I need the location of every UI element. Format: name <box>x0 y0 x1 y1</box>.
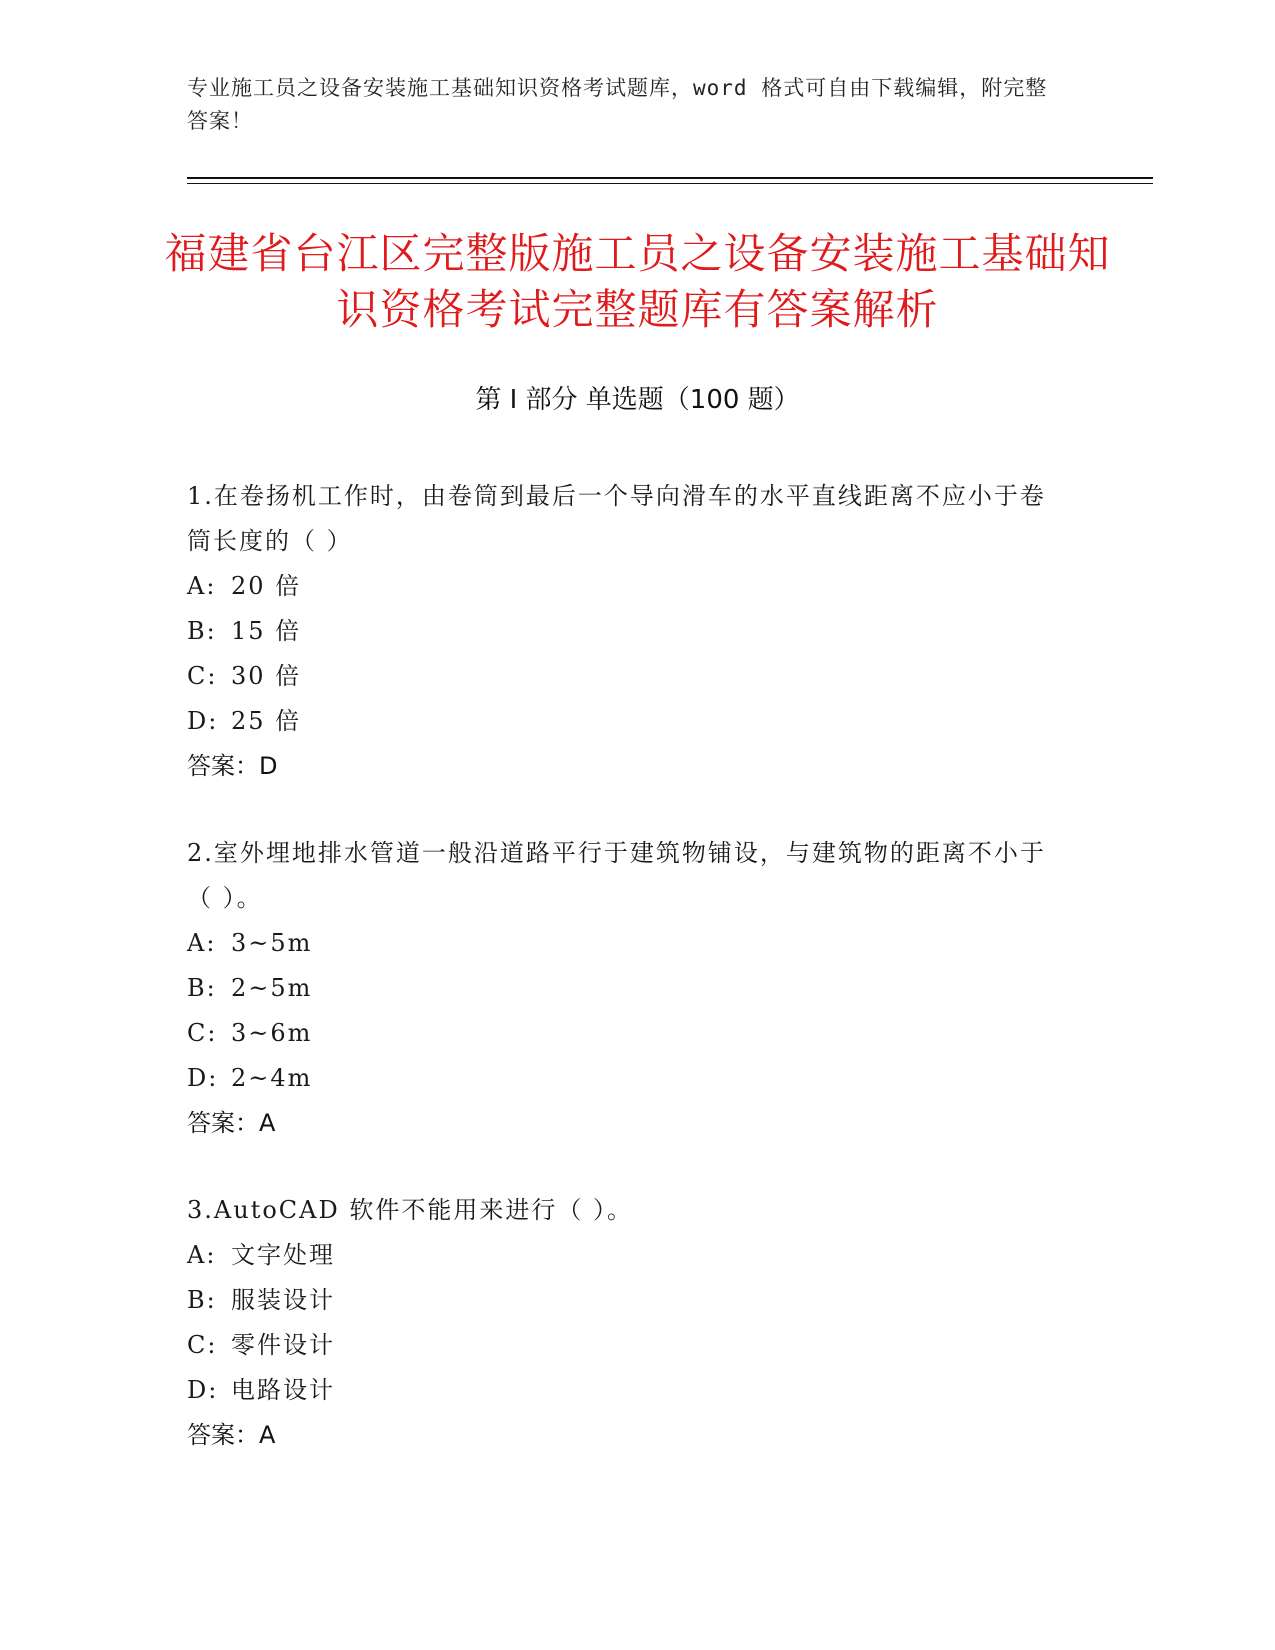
option-b <box>187 609 1067 654</box>
option-letter: B: <box>187 1286 217 1314</box>
option-d <box>187 1056 1067 1101</box>
option-letter: C: <box>187 662 218 690</box>
option-text: 30 倍 <box>231 662 302 690</box>
option-b <box>187 1278 1067 1323</box>
option-text: 3~6m <box>231 1019 313 1047</box>
option-letter: A: <box>187 1241 217 1269</box>
option-a <box>187 564 1067 609</box>
option-text: 服装设计 <box>231 1286 335 1314</box>
option-text: 零件设计 <box>231 1331 335 1359</box>
question-stem: 2.室外埋地排水管道一般沿道路平行于建筑物铺设，与建筑物的距离不小于（ ）。 <box>187 839 1046 912</box>
option-d <box>187 1368 1067 1413</box>
option-text: 2~5m <box>231 974 313 1002</box>
option-text: 电路设计 <box>231 1376 335 1404</box>
option-a <box>187 1233 1067 1278</box>
answer-line: 答案：A <box>187 1109 276 1137</box>
question-stem: 1.在卷扬机工作时，由卷筒到最后一个导向滑车的水平直线距离不应小于卷筒长度的（ ） <box>187 482 1046 555</box>
option-letter: C: <box>187 1331 218 1359</box>
option-letter: A: <box>187 572 217 600</box>
option-letter: D: <box>187 1376 219 1404</box>
option-d <box>187 699 1067 744</box>
question-1 <box>187 474 1067 789</box>
option-letter: D: <box>187 1064 219 1092</box>
option-letter: B: <box>187 974 217 1002</box>
option-c <box>187 1011 1067 1056</box>
option-b <box>187 966 1067 1011</box>
option-a <box>187 921 1067 966</box>
question-2 <box>187 831 1067 1146</box>
option-letter: A: <box>187 929 217 957</box>
header-note: 专业施工员之设备安装施工基础知识资格考试题库，word 格式可自由下载编辑，附完整答案！ <box>187 76 1048 133</box>
option-text: 20 倍 <box>231 572 302 600</box>
header-rule-top <box>187 177 1153 179</box>
header-rule-bottom <box>187 183 1153 184</box>
option-text: 3~5m <box>231 929 313 957</box>
option-letter: D: <box>187 707 219 735</box>
section-heading: 第 I 部分 单选题（100 题） <box>475 385 800 415</box>
option-c <box>187 654 1067 699</box>
option-text: 文字处理 <box>231 1241 335 1269</box>
document-title: 福建省台江区完整版施工员之设备安装施工基础知识资格考试完整题库有答案解析 <box>164 229 1111 334</box>
question-3 <box>187 1188 1067 1458</box>
option-c <box>187 1323 1067 1368</box>
answer-line: 答案：D <box>187 752 278 780</box>
option-text: 15 倍 <box>231 617 302 645</box>
option-text: 2~4m <box>231 1064 313 1092</box>
option-letter: B: <box>187 617 217 645</box>
option-text: 25 倍 <box>231 707 302 735</box>
question-list <box>187 474 1067 1500</box>
answer-line: 答案：A <box>187 1421 276 1449</box>
question-stem: 3.AutoCAD 软件不能用来进行（ ）。 <box>187 1196 633 1224</box>
option-letter: C: <box>187 1019 218 1047</box>
